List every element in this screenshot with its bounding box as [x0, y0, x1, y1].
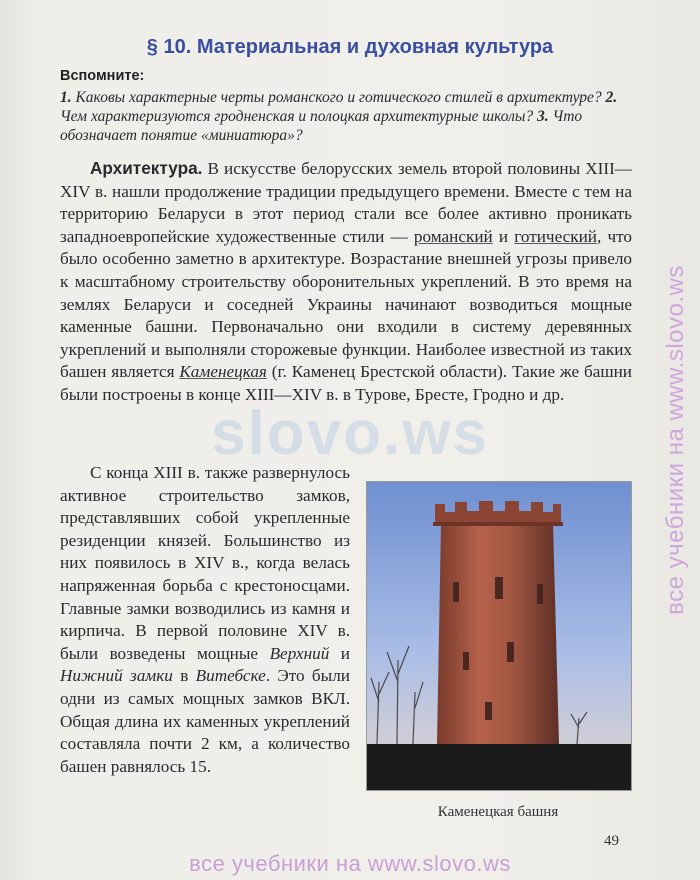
photo-caption: Каменецкая башня: [437, 804, 559, 820]
term-lower-castles: Нижний замки: [60, 666, 173, 686]
term-vitebsk: Витебске: [195, 666, 266, 686]
section-title: § 10. Материальная и духовная культура: [146, 36, 554, 58]
paragraph-architecture: Архитектура. В искусстве белорусских земель второй половины XIII—XIV в. нашли продолжение традиции предыдущего времени. Вместе с тем на территорию Беларуси в этот период стали все более активно проникать западноевропейские художественные стили — романский и готический, что было особенно заметно в архитектуре. Возрастание внешней угрозы привело к масштабному строительству оборонительных укреплений. В это время на землях Беларуси и соседней Украины начинают возводиться мощные каменные башни. Первоначально они входили в систему деревянных укреплений и выполняли сторожевые функции. Наиболее известной из таких башен является Каменецкая (г. Каменец Брестской области). Такие же башни были построены в конце XIII—XIV в. в Турове, Бресте, Гродно и др.: [60, 158, 632, 404]
textbook-page: § 10. Материальная и духовная культура Вспомните: 1. Каковы характерные черты романского и готического стилей в архитектуре? 2. Чем характеризуются гродненская и полоцкая архитектурные школы? 3. Что обозначает понятие «миниатюра»? Архитектура. В искусстве белорусских земель второй половины XIII—XIV в. нашли продолжение традиции предыдущего времени. Вместе с тем на территорию Беларуси в этот период стали все более активно проникать западноевропейские художественные стили — романский и готический, что было особенно заметно в архитектуре. Возрастание внешней угрозы привело к масштабному строительству оборонительных укреплений. В это время на землях Беларуси и соседней Украины начинают возводиться мощные каменные башни. Первоначально они входили в систему деревянных укреплений и выполняли сторожевые функции. Наиболее известной из таких башен является Каменецкая (г. Каменец Брестской области). Такие же башни были построены в конце XIII—XIV в. в Турове, Бресте, Гродно и др. С конца XIII в. также развернулось активное строительство замков, представлявших собой укрепленные резиденции князей. Большинство из них появилось в XIV в., когда велась напряженная борьба с крестоносцами. Главные замки возводились из камня и кирпича. В первой половине XIV в. были возведены мощные Верхний и Нижний замки в Витебске. Это были одни из самых мощных замков ВКЛ. Общая длина их каменных укреплений составляла почти 2 км, а количество башен равнялось 15. Каменецкая башня 49 slovo.ws все учебники на www.slovo.ws все учебники на www.slovo.ws: [0, 0, 700, 880]
term-kamenets: Каменецкая: [179, 362, 267, 382]
question-2-number: 2.: [601, 89, 618, 106]
question-1: Каковы характерные черты романского и готического стилей в архитектуре?: [71, 89, 602, 106]
term-romanesque: романский: [413, 226, 493, 246]
paragraph-lead-term: Архитектура.: [90, 158, 203, 178]
page-number: 49: [604, 833, 619, 849]
question-2: Чем характеризуются гродненская и полоцкая архитектурные школы?: [60, 108, 534, 125]
question-3: Что обозначает понятие «миниатюра»?: [60, 108, 583, 144]
tower-illustration: [367, 482, 631, 790]
recall-questions: [60, 88, 630, 145]
kamenets-tower-photo: [366, 481, 632, 791]
watermark-center: slovo.ws: [211, 399, 489, 468]
term-gothic: готический: [514, 226, 598, 246]
term-upper: Верхний: [269, 643, 330, 663]
watermark-bottom: все учебники на www.slovo.ws: [189, 851, 511, 876]
paragraph-castles: С конца XIII в. также развернулось активное строительство замков, представлявших собой укрепленные резиденции князей. Большинство из них появилось в XIV в., когда велась напряженная борьба с крестоносцами. Главные замки возводились из камня и кирпича. В первой половине XIV в. были возведены мощные Верхний и Нижний замки в Витебске. Это были одни из самых мощных замков ВКЛ. Общая длина их каменных укреплений составляла почти 2 км, а количество башен равнялось 15.: [60, 463, 350, 776]
recall-heading: Вспомните:: [60, 68, 145, 84]
question-3-number: 3.: [533, 108, 549, 125]
question-1-number: 1.: [60, 89, 72, 106]
